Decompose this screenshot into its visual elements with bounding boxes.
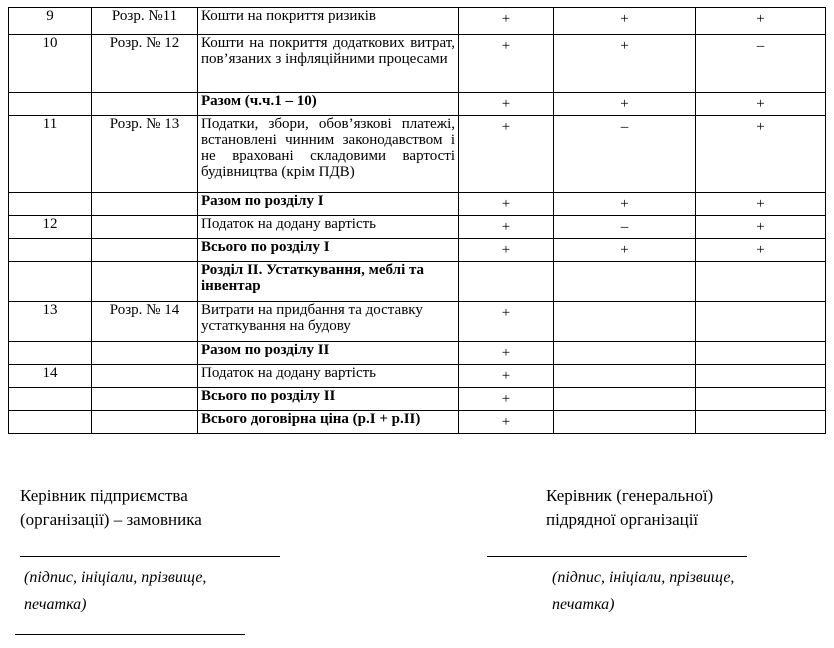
row-section-heading: Розділ II. Устаткування, меблі та інвентар: [198, 262, 459, 302]
row-number: [9, 388, 92, 411]
row-number: 11: [9, 116, 92, 193]
table-row: [9, 116, 826, 193]
mark: +: [501, 196, 511, 212]
row-mark-col1: [459, 411, 554, 434]
mark: +: [501, 391, 511, 407]
row-mark-col2: [554, 388, 696, 411]
mark: +: [620, 242, 629, 258]
row-calculation-ref: [92, 239, 198, 262]
row-mark-col2: [554, 239, 696, 262]
mark: +: [620, 38, 629, 54]
row-mark-col3: [696, 8, 826, 35]
row-mark-col3: [696, 365, 826, 388]
table-row: [9, 93, 826, 116]
table-row: [9, 262, 826, 302]
row-calculation-ref: [92, 365, 198, 388]
row-mark-col1: [459, 8, 554, 35]
row-cost-name: Разом по розділу II: [198, 342, 459, 365]
customer-hint-line2: печатка): [24, 596, 87, 613]
customer-seal-line: [15, 634, 245, 635]
contractor-hint-line1: (підпис, ініціали, прізвище,: [552, 569, 735, 586]
mark: +: [501, 345, 511, 361]
row-number: 10: [9, 35, 92, 93]
customer-signature-line: [20, 556, 280, 557]
row-calculation-ref: Розр. № 13: [92, 116, 198, 193]
estimate-table: [8, 7, 826, 434]
row-mark-col2: [554, 411, 696, 434]
mark: +: [620, 11, 629, 27]
mark: +: [501, 219, 511, 235]
mark: –: [756, 38, 765, 54]
row-cost-name: Податки, збори, обов’язкові платежі, встановлені чинним законодавством і не враховані складовими вартості будівництва (крім ПДВ): [198, 116, 459, 193]
table-row: [9, 365, 826, 388]
row-number: [9, 93, 92, 116]
row-cost-name: Податок на додану вартість: [198, 216, 459, 239]
row-number: 13: [9, 302, 92, 342]
mark: –: [620, 219, 629, 235]
row-mark-col1: [459, 262, 554, 302]
row-calculation-ref: [92, 193, 198, 216]
mark: +: [756, 119, 765, 135]
row-mark-col2: [554, 365, 696, 388]
table-row: [9, 239, 826, 262]
mark: +: [501, 305, 511, 321]
row-cost-name: Витрати на придбання та доставку устаткування на будову: [198, 302, 459, 342]
row-number: [9, 262, 92, 302]
mark: +: [501, 242, 511, 258]
row-number: [9, 411, 92, 434]
row-mark-col1: [459, 365, 554, 388]
row-cost-name: Всього договірна ціна (р.I + р.II): [198, 411, 459, 434]
row-mark-col2: [554, 216, 696, 239]
row-calculation-ref: [92, 342, 198, 365]
row-mark-col1: [459, 342, 554, 365]
row-number: [9, 193, 92, 216]
contractor-title-line2: підрядної організації: [546, 510, 699, 529]
row-mark-col1: [459, 116, 554, 193]
row-cost-name: Кошти на покриття додаткових витрат, пов’язаних з інфляційними процесами: [198, 35, 459, 93]
row-calculation-ref: [92, 411, 198, 434]
contractor-signature-title: [546, 484, 713, 532]
row-number: [9, 239, 92, 262]
customer-title-line1: Керівник підприємства: [20, 486, 188, 505]
row-mark-col3: [696, 35, 826, 93]
contractor-title-line1: Керівник (генеральної): [546, 486, 714, 505]
customer-signature-title: [20, 484, 202, 532]
row-calculation-ref: Розр. №11: [92, 8, 198, 35]
contractor-signature-line: [487, 556, 747, 557]
row-mark-col1: [459, 302, 554, 342]
mark: +: [756, 196, 765, 212]
mark: +: [501, 96, 511, 112]
customer-title-line2: (організації) – замовника: [20, 510, 202, 529]
table-row: [9, 388, 826, 411]
row-mark-col2: [554, 35, 696, 93]
row-number: 14: [9, 365, 92, 388]
row-calculation-ref: [92, 216, 198, 239]
table-row: [9, 193, 826, 216]
table-row: [9, 302, 826, 342]
row-mark-col3: [696, 239, 826, 262]
table-row: [9, 342, 826, 365]
mark: –: [620, 119, 629, 135]
row-mark-col3: [696, 93, 826, 116]
mark: +: [756, 96, 765, 112]
mark: +: [620, 96, 629, 112]
estimate-table-body: [9, 8, 826, 434]
row-mark-col3: [696, 193, 826, 216]
row-calculation-ref: [92, 262, 198, 302]
row-cost-name: Разом по розділу I: [198, 193, 459, 216]
table-row: [9, 411, 826, 434]
row-mark-col2: [554, 302, 696, 342]
row-mark-col1: [459, 239, 554, 262]
row-mark-col1: [459, 388, 554, 411]
row-mark-col3: [696, 411, 826, 434]
mark: +: [756, 242, 765, 258]
mark: +: [501, 11, 511, 27]
row-calculation-ref: [92, 388, 198, 411]
mark: +: [756, 219, 765, 235]
mark: +: [756, 11, 765, 27]
row-mark-col2: [554, 262, 696, 302]
customer-signature-hint: [24, 564, 206, 618]
row-mark-col1: [459, 216, 554, 239]
row-mark-col3: [696, 342, 826, 365]
table-row: [9, 8, 826, 35]
row-calculation-ref: Розр. № 12: [92, 35, 198, 93]
mark: +: [501, 368, 511, 384]
row-mark-col1: [459, 35, 554, 93]
row-cost-name: Всього по розділу II: [198, 388, 459, 411]
mark: +: [501, 38, 511, 54]
row-cost-name: Податок на додану вартість: [198, 365, 459, 388]
row-mark-col3: [696, 388, 826, 411]
mark: +: [501, 119, 511, 135]
contractor-hint-line2: печатка): [552, 596, 615, 613]
mark: +: [620, 196, 629, 212]
row-mark-col3: [696, 216, 826, 239]
row-number: 12: [9, 216, 92, 239]
table-row: [9, 216, 826, 239]
row-mark-col3: [696, 116, 826, 193]
row-number: [9, 342, 92, 365]
row-mark-col2: [554, 116, 696, 193]
table-row: [9, 35, 826, 93]
row-calculation-ref: Розр. № 14: [92, 302, 198, 342]
mark: +: [501, 414, 511, 430]
row-number: 9: [9, 8, 92, 35]
row-mark-col3: [696, 302, 826, 342]
row-mark-col3: [696, 262, 826, 302]
row-cost-name: Разом (ч.ч.1 – 10): [198, 93, 459, 116]
row-cost-name: Кошти на покриття ризиків: [198, 8, 459, 35]
row-mark-col1: [459, 193, 554, 216]
contractor-signature-hint: [552, 564, 734, 618]
customer-hint-line1: (підпис, ініціали, прізвище,: [24, 569, 207, 586]
row-mark-col2: [554, 8, 696, 35]
row-mark-col1: [459, 93, 554, 116]
row-calculation-ref: [92, 93, 198, 116]
row-cost-name: Всього по розділу I: [198, 239, 459, 262]
row-mark-col2: [554, 342, 696, 365]
row-mark-col2: [554, 193, 696, 216]
row-mark-col2: [554, 93, 696, 116]
